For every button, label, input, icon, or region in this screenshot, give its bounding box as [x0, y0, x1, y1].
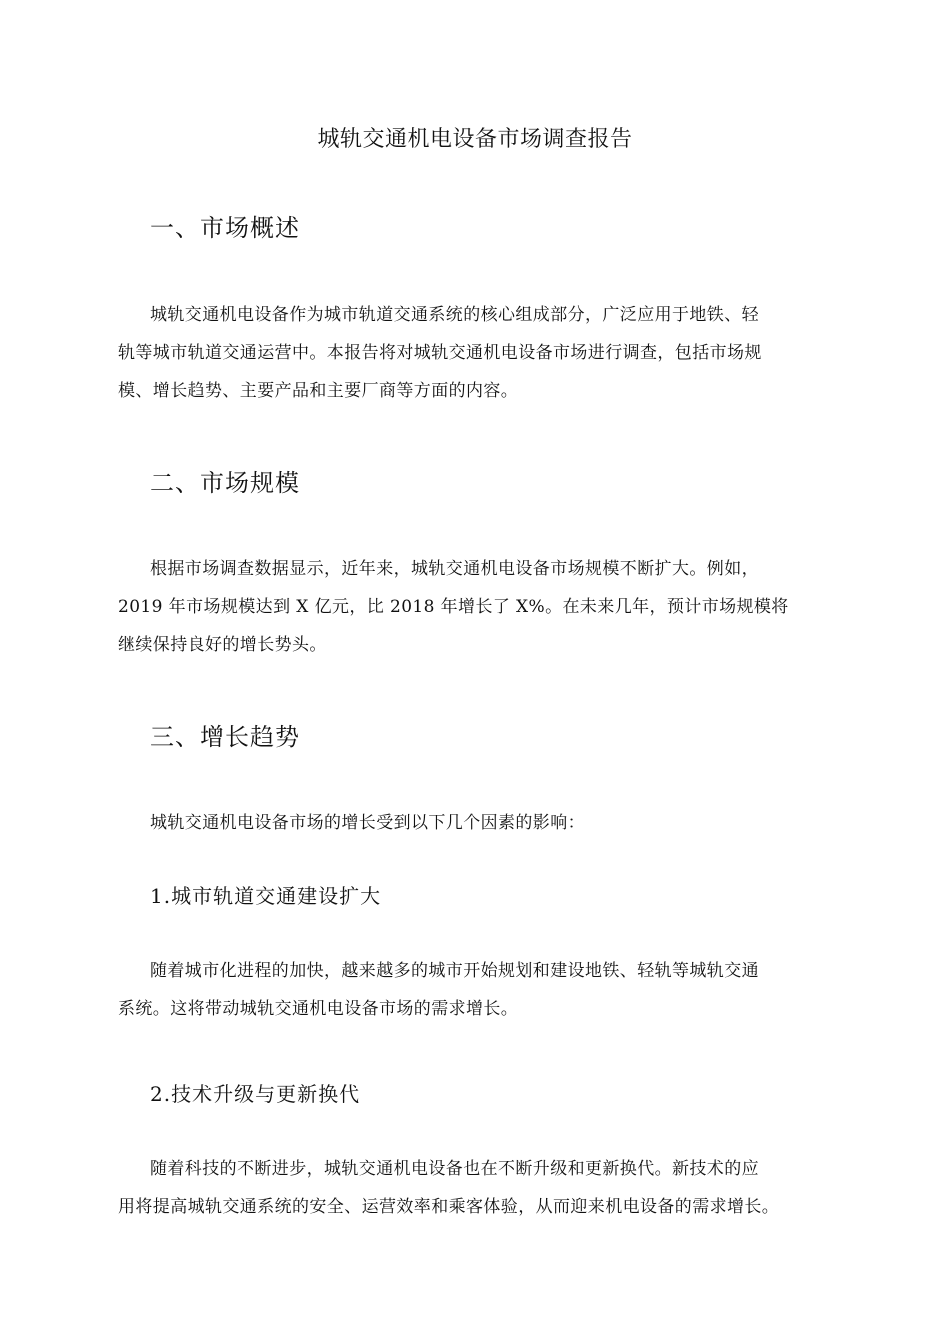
paragraph-line: 用将提高城轨交通系统的安全、运营效率和乘客体验，从而迎来机电设备的需求增长。 [118, 1197, 780, 1217]
paragraph-tech-upgrade [118, 1150, 842, 1226]
section-heading-market-overview: 一、市场概述 [150, 214, 300, 242]
paragraph-urban-rail-construction [118, 952, 842, 1028]
paragraph-line: 轨等城市轨道交通运营中。本报告将对城轨交通机电设备市场进行调查，包括市场规 [118, 343, 762, 363]
paragraph-line: 随着城市化进程的加快，越来越多的城市开始规划和建设地铁、轻轨等城轨交通 [150, 961, 759, 981]
paragraph-line: 城轨交通机电设备市场的增长受到以下几个因素的影响： [150, 813, 585, 833]
paragraph-market-size [118, 550, 842, 664]
paragraph-line: 根据市场调查数据显示，近年来，城轨交通机电设备市场规模不断扩大。例如， [150, 559, 759, 579]
paragraph-line: 随着科技的不断进步，城轨交通机电设备也在不断升级和更新换代。新技术的应 [150, 1159, 759, 1179]
paragraph-line: 系统。这将带动城轨交通机电设备市场的需求增长。 [118, 999, 519, 1019]
paragraph-line: 继续保持良好的增长势头。 [118, 635, 327, 655]
paragraph-growth-intro [118, 804, 842, 842]
section-heading-growth-trend: 三、增长趋势 [150, 723, 300, 751]
paragraph-line: 城轨交通机电设备作为城市轨道交通系统的核心组成部分，广泛应用于地铁、轻 [150, 305, 759, 325]
paragraph-line: 模、增长趋势、主要产品和主要厂商等方面的内容。 [118, 381, 519, 401]
section-heading-market-size: 二、市场规模 [150, 469, 300, 497]
subsection-heading-tech-upgrade: 2.技术升级与更新换代 [150, 1082, 361, 1106]
paragraph-line: 2019 年市场规模达到 X 亿元，比 2018 年增长了 X%。在未来几年，预计市场规模将 [118, 597, 789, 617]
paragraph-market-overview [118, 296, 842, 410]
document-title: 城轨交通机电设备市场调查报告 [317, 127, 633, 152]
subsection-heading-urban-rail-construction: 1.城市轨道交通建设扩大 [150, 884, 382, 908]
